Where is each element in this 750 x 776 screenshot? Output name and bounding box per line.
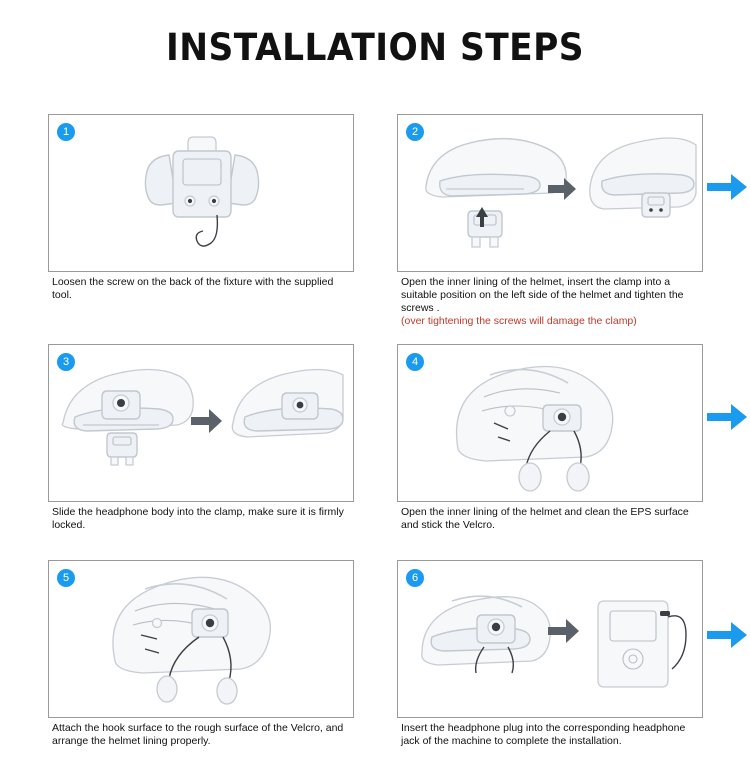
step-cell-6 (397, 560, 703, 760)
flow-arrow-5-to-6 (707, 622, 747, 648)
step-badge-1: 1 (57, 123, 75, 141)
step-cell-2 (397, 114, 703, 328)
step-cell-1 (48, 114, 354, 328)
small-right-arrow-icon (191, 409, 222, 433)
step-1-panel (48, 114, 354, 272)
step-badge-5: 5 (57, 569, 75, 587)
steps-grid (48, 114, 703, 776)
step-1-caption: Loosen the screw on the back of the fixture with the supplied tool. (52, 276, 334, 301)
step-2-panel (397, 114, 703, 272)
step-4-panel (397, 344, 703, 502)
step-4-illustration (398, 345, 702, 501)
step-5-caption: Attach the hook surface to the rough surface of the Velcro, and arrange the helmet lining properly. (52, 722, 344, 747)
step-3-illustration (49, 345, 353, 501)
step-cell-3 (48, 344, 354, 544)
steps-row-3 (48, 560, 703, 760)
step-6-caption: Insert the headphone plug into the corresponding headphone jack of the machine to complete the installation. (401, 722, 686, 747)
step-4-caption: Open the inner lining of the helmet and clean the EPS surface and stick the Velcro. (401, 506, 689, 531)
step-2-caption (397, 272, 703, 328)
step-5-illustration (49, 561, 353, 717)
step-cell-4 (397, 344, 703, 544)
flow-arrow-1-to-2 (707, 174, 747, 200)
step-5-panel (48, 560, 354, 718)
step-2-caption-text: Open the inner lining of the helmet, insert the clamp into a suitable position on the left side of the helmet and tighten the screws . (401, 276, 684, 314)
page-title: INSTALLATION STEPS (165, 26, 585, 69)
step-6-illustration (398, 561, 702, 717)
step-1-illustration (49, 115, 353, 271)
step-3-panel (48, 344, 354, 502)
flow-arrow-3-to-4 (707, 404, 747, 430)
installation-steps-page (0, 26, 750, 776)
step-2-illustration (398, 115, 702, 271)
steps-row-2 (48, 344, 703, 544)
steps-row-1 (48, 114, 703, 328)
step-badge-4: 4 (406, 353, 424, 371)
step-badge-3: 3 (57, 353, 75, 371)
step-badge-6: 6 (406, 569, 424, 587)
step-badge-2: 2 (406, 123, 424, 141)
step-3-caption: Slide the headphone body into the clamp, make sure it is firmly locked. (52, 506, 344, 531)
small-right-arrow-icon (548, 619, 579, 643)
step-2-warning: (over tightening the screws will damage the clamp) (401, 315, 637, 327)
step-6-panel (397, 560, 703, 718)
step-cell-5 (48, 560, 354, 760)
